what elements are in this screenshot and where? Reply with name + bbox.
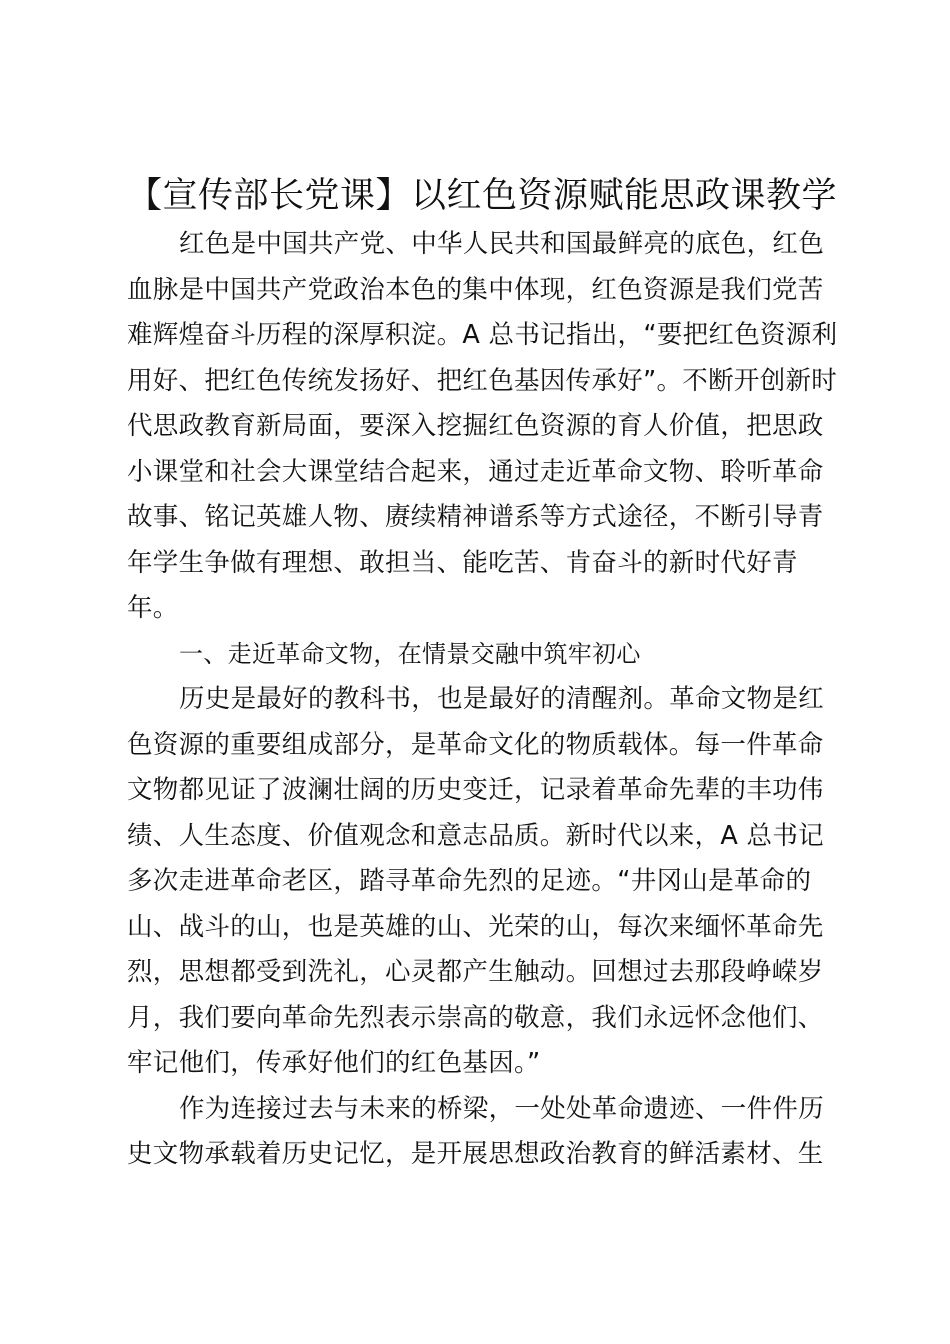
paragraph-line: 历史是最好的教科书，也是最好的清醒剂。革命文物是红: [179, 684, 825, 714]
paragraph-line: 作为连接过去与未来的桥梁，一处处革命遗迹、一件件历: [179, 1093, 825, 1124]
paragraph-line: 小课堂和社会大课堂结合起来，通过走近革命文物、聆听革命: [127, 456, 824, 487]
paragraph-line: 多次走进革命老区，踏寻革命先烈的足迹。“井冈山是革命的: [127, 866, 812, 896]
paragraph-line: 血脉是中国共产党政治本色的集中体现，红色资源是我们党苦: [127, 274, 824, 305]
document-title: 【宣传部长党课】以红色资源赋能思政课教学: [127, 176, 838, 216]
paragraph-line: 红色是中国共产党、中华人民共和国最鲜亮的底色，红色: [179, 229, 825, 259]
paragraph-line: 绩、人生态度、价值观念和意志品质。新时代以来，A 总书记: [127, 820, 824, 851]
paragraph-line: 难辉煌奋斗历程的深厚积淀。A 总书记指出，“要把红色资源利: [127, 320, 838, 350]
paragraph-line: 用好、把红色传统发扬好、把红色基因传承好”。不断开创新时: [127, 365, 838, 396]
paragraph-line: 烈，思想都受到洗礼，心灵都产生触动。回想过去那段峥嵘岁: [127, 957, 824, 987]
paragraph-line: 牢记他们，传承好他们的红色基因。”: [127, 1048, 541, 1078]
paragraph-line: 年。: [127, 593, 179, 623]
paragraph-line: 故事、铭记英雄人物、赓续精神谱系等方式途径，不断引导青: [127, 502, 824, 532]
document-body: [127, 222, 838, 1178]
paragraph-line: 年学生争做有理想、敢担当、能吃苦、肯奋斗的新时代好青: [127, 547, 798, 578]
paragraph-line: 山、战斗的山，也是英雄的山、光荣的山，每次来缅怀革命先: [127, 911, 824, 942]
paragraph-line: 色资源的重要组成部分，是革命文化的物质载体。每一件革命: [127, 729, 824, 760]
paragraph-line: 文物都见证了波澜壮阔的历史变迁，记录着革命先辈的丰功伟: [127, 775, 824, 805]
paragraph-line: 月，我们要向革命先烈表示崇高的敬意，我们永远怀念他们、: [127, 1002, 824, 1033]
paragraph-line: 代思政教育新局面，要深入挖掘红色资源的育人价值，把思政: [127, 411, 824, 441]
section-heading: 一、走近革命文物，在情景交融中筑牢初心: [179, 639, 641, 668]
paragraph-line: 史文物承载着历史记忆，是开展思想政治教育的鲜活素材、生: [127, 1139, 824, 1169]
